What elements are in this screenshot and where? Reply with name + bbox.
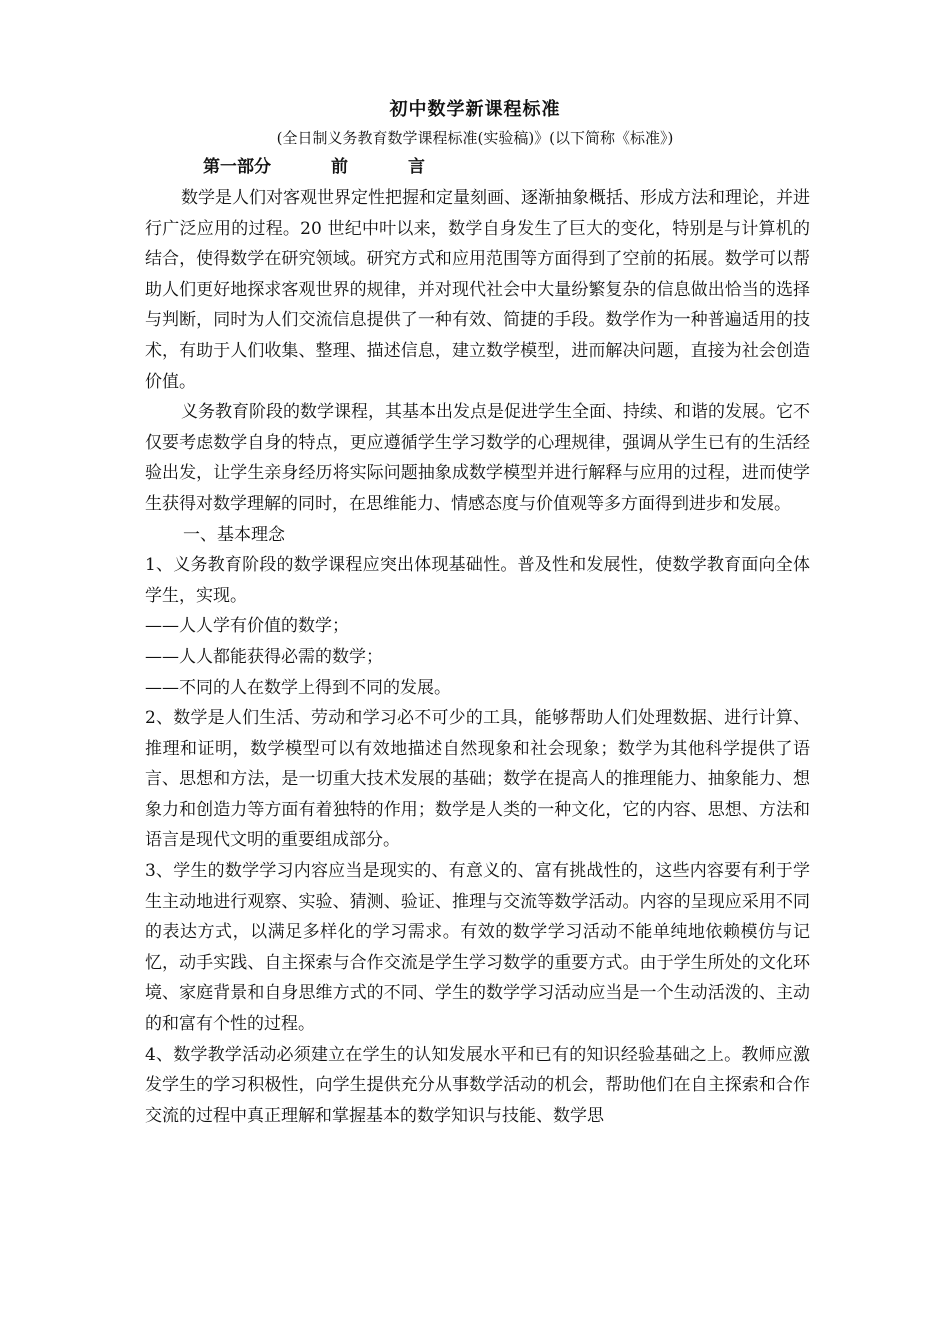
list-item: ——不同的人在数学上得到不同的发展。 xyxy=(145,677,451,698)
paragraph: 数学是人们对客观世界定性把握和定量刻画、逐渐抽象概括、形成方法和理论，并进行广泛应用的过程。20 世纪中叶以来，数学自身发生了巨大的变化，特别是与计算机的结合，使得数学在研究领域。研究方式和应用范围等方面得到了空前的拓展。数学可以帮助人们更好地探求客观世界的规律，并对现代社会中大量纷繁复杂的信息做出恰当的选择与判断，同时为人们交流信息提供了一种有效、简捷的手段。数学作为一种普遍适用的技术，有助于人们收集、整理、描述信息，建立数学模型，进而解决问题，直接为社会创造价值。 xyxy=(145,188,810,392)
section-heading xyxy=(203,155,425,179)
paragraph: 义务教育阶段的数学课程，其基本出发点是促进学生全面、持续、和谐的发展。它不仅要考虑数学自身的特点，更应遵循学生学习数学的心理规律，强调从学生已有的生活经验出发，让学生亲身经历将实际问题抽象成数学模型并进行解释与应用的过程，进而使学生获得对数学理解的同时，在思维能力、情感态度与价值观等多方面得到进步和发展。 xyxy=(145,402,810,514)
list-item: 3、学生的数学学习内容应当是现实的、有意义的、富有挑战性的，这些内容要有利于学生主动地进行观察、实验、猜测、验证、推理与交流等数学活动。内容的呈现应采用不同的表达方式，以满足多样化的学习需求。有效的数学学习活动不能单纯地依赖模仿与记忆，动手实践、自主探索与合作交流是学生学习数学的重要方式。由于学生所处的文化环境、家庭背景和自身思维方式的不同、学生的数学学习活动应当是一个生动活泼的、主动的和富有个性的过程。 xyxy=(145,861,810,1035)
list-item: ——人人学有价值的数学； xyxy=(145,616,349,637)
section-title-char-2: 言 xyxy=(408,157,425,177)
list-item: 4、数学教学活动必须建立在学生的认知发展水平和已有的知识经验基础之上。教师应激发学生的学习积极性，向学生提供充分从事数学活动的机会，帮助他们在自主探索和合作交流的过程中真正理解和掌握基本的数学知识与技能、数学思 xyxy=(145,1044,810,1126)
section-title-char-1: 前 xyxy=(331,157,348,177)
list-item: ——人人都能获得必需的数学； xyxy=(145,646,383,667)
document-body xyxy=(145,183,810,1131)
list-item: 2、数学是人们生活、劳动和学习必不可少的工具，能够帮助人们处理数据、进行计算、推理和证明，数学模型可以有效地描述自然现象和社会现象；数学为其他科学提供了语言、思想和方法，是一切重大技术发展的基础；数学在提高人的推理能力、抽象能力、想象力和创造力等方面有着独特的作用；数学是人类的一种文化，它的内容、思想、方法和语言是现代文明的重要组成部分。 xyxy=(145,708,810,851)
subheading-basic-concepts: 一、基本理念 xyxy=(183,524,285,545)
document-title: 初中数学新课程标准 xyxy=(389,99,561,120)
section-part-label: 第一部分 xyxy=(203,157,271,177)
document-subtitle: (全日制义务教育数学课程标准(实验稿)》(以下简称《标准》) xyxy=(276,129,674,147)
list-item: 1、义务教育阶段的数学课程应突出体现基础性。普及性和发展性，使数学教育面向全体学生，实现。 xyxy=(145,555,810,606)
